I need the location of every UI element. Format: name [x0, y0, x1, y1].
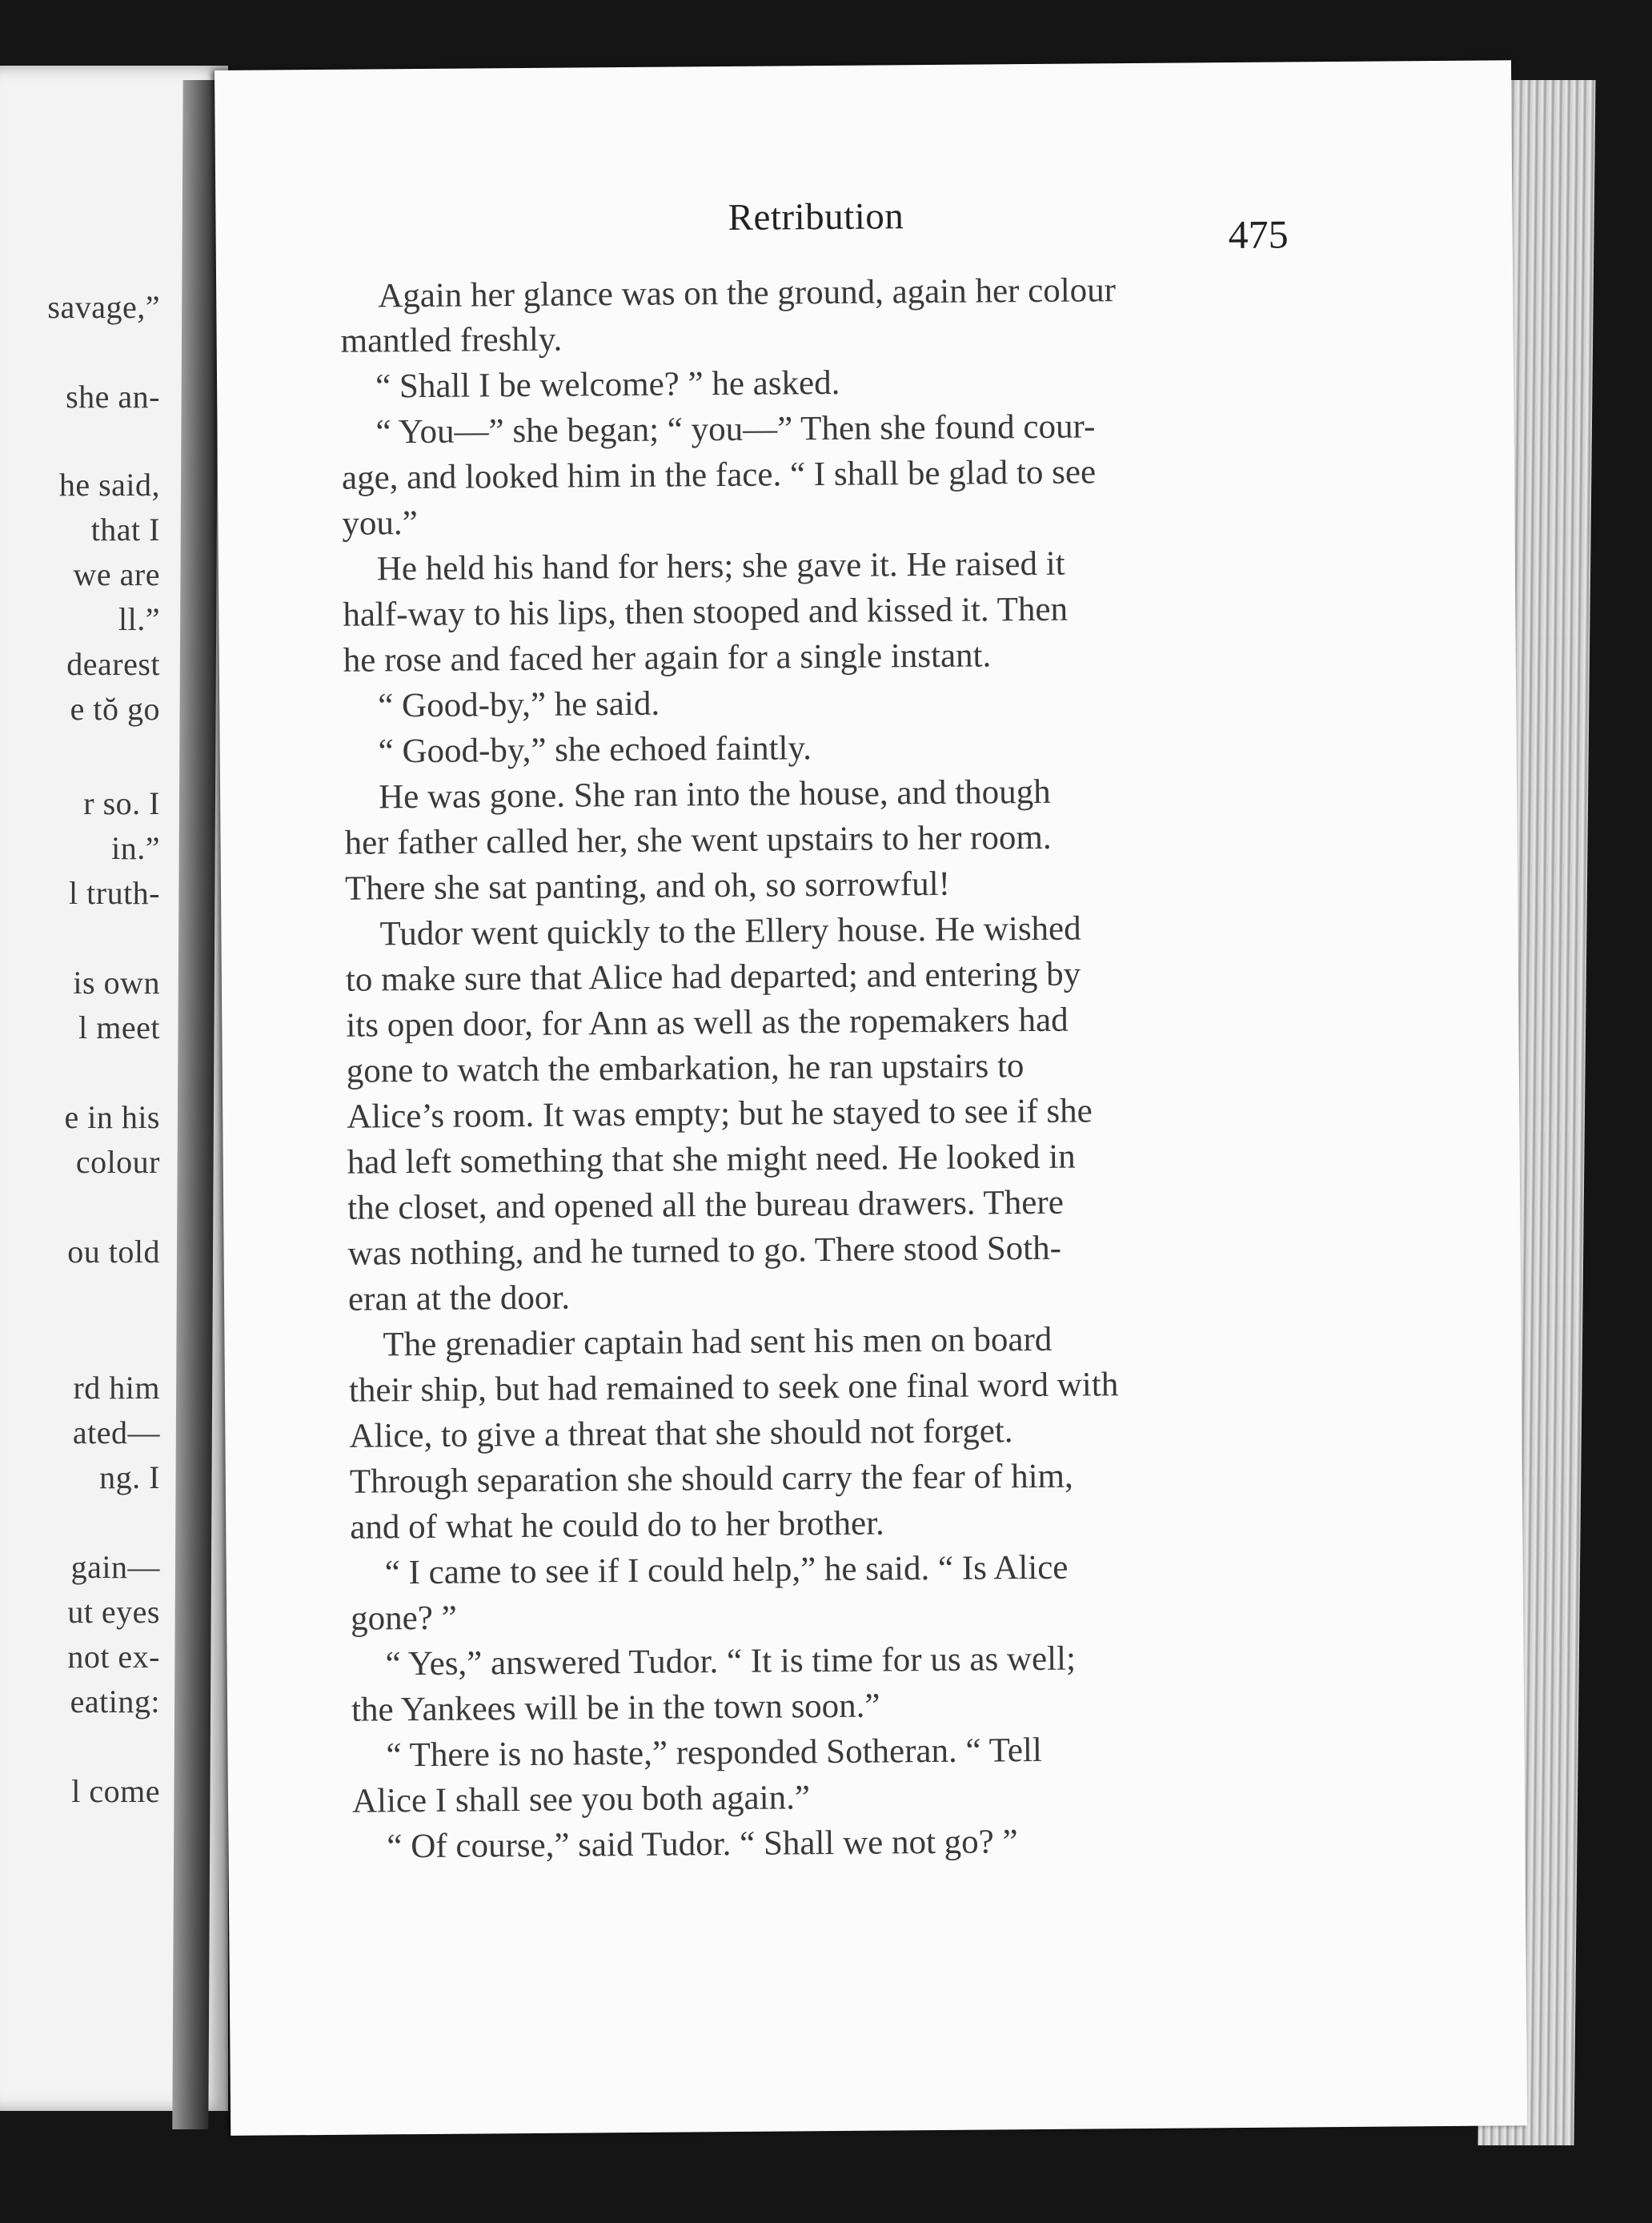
left-page-line: is own [73, 965, 160, 1001]
left-page-line: eating: [70, 1683, 160, 1719]
left-page-line: e tŏ go [70, 691, 160, 727]
left-page-line: savage,” [47, 289, 160, 325]
text-line: eran at the door. [347, 1278, 571, 1318]
text-line: There she sat panting, and oh, so sorrowful! [344, 865, 951, 908]
text-line: mantled freshly. [340, 320, 563, 360]
text-line: “ Good-by,” she echoed faintly. [378, 729, 812, 771]
left-page-line: l come [71, 1773, 160, 1809]
text-line: “ Yes,” answered Tudor. “ It is time for us as well; [385, 1639, 1077, 1683]
text-line: he rose and faced her again for a single instant. [343, 636, 992, 680]
text-line: “ Shall I be welcome? ” he asked. [375, 363, 840, 406]
left-page-line: rd him [73, 1370, 160, 1406]
text-line: Again her glance was on the ground, again her colour [378, 271, 1117, 315]
left-page-line: ated— [72, 1414, 160, 1451]
left-page-line: she an- [66, 379, 160, 415]
text-line: Through separation she should carry the fear of him, [349, 1457, 1073, 1501]
left-page-line: colour [75, 1144, 160, 1180]
right-page [215, 60, 1527, 2136]
text-line: half-way to his lips, then stooped and kissed it. Then [343, 590, 1069, 634]
text-line: had left something that she might need. He looked in [347, 1138, 1076, 1182]
text-line: her father called her, she went upstairs to her room. [344, 818, 1052, 862]
text-line: was nothing, and he turned to go. There stood Soth- [347, 1229, 1062, 1273]
text-line: gone? ” [351, 1599, 457, 1638]
text-line: “ Good-by,” he said. [378, 684, 660, 725]
text-line: you.” [342, 504, 418, 543]
left-page-line: l meet [78, 1009, 160, 1045]
text-line: “ I came to see if I could help,” he said. “ Is Alice [384, 1548, 1069, 1592]
left-page-line: l truth- [69, 875, 160, 911]
text-line: its open door, for Ann as well as the ropemakers had [346, 1001, 1069, 1045]
text-line: Alice I shall see you both again.” [351, 1779, 811, 1820]
text-line: “ There is no haste,” responded Sotheran. “ Tell [386, 1731, 1043, 1775]
left-page-line: r so. I [83, 785, 160, 821]
left-page-line: e in his [64, 1099, 160, 1135]
text-line: “ You—” she began; “ you—” Then she found cour- [375, 407, 1096, 451]
text-line: “ Of course,” said Tudor. “ Shall we not go? ” [387, 1823, 1018, 1866]
text-line: The grenadier captain had sent his men on board [383, 1320, 1053, 1364]
text-line: the Yankees will be in the town soon.” [351, 1687, 880, 1729]
left-page-line: not ex- [67, 1639, 160, 1675]
text-line: Tudor went quickly to the Ellery house. He wished [379, 909, 1081, 953]
text-line: Alice, to give a threat that she should not forget. [349, 1412, 1013, 1455]
running-title: Retribution [728, 195, 904, 239]
text-line: age, and looked him in the face. “ I shall be glad to see [341, 453, 1097, 497]
left-page-line: ng. I [99, 1459, 160, 1495]
left-page-line: dearest [66, 646, 160, 682]
text-line: the closet, and opened all the bureau drawers. There [347, 1183, 1064, 1227]
text-line: He was gone. She ran into the house, and though [378, 772, 1051, 817]
left-page-line: we are [73, 556, 160, 592]
left-page-line: ut eyes [67, 1594, 160, 1630]
body-text [215, 60, 1526, 1992]
text-line: their ship, but had remained to seek one final word with [348, 1366, 1119, 1410]
text-line: He held his hand for hers; she gave it. He raised it [376, 544, 1065, 588]
text-line: and of what he could do to her brother. [350, 1504, 884, 1547]
text-line: to make sure that Alice had departed; and entering by [345, 955, 1081, 999]
left-page-line: he said, [58, 467, 160, 503]
left-page-line: gain— [70, 1549, 160, 1585]
left-page-line: that I [90, 512, 160, 548]
page-number: 475 [1228, 211, 1289, 258]
left-page-line: in.” [111, 830, 160, 866]
text-line: Alice’s room. It was empty; but he stayed to see if she [347, 1092, 1093, 1136]
left-page-line: ou told [67, 1234, 160, 1270]
left-page-line: ll.” [118, 601, 160, 637]
text-line: gone to watch the embarkation, he ran upstairs to [346, 1047, 1024, 1090]
